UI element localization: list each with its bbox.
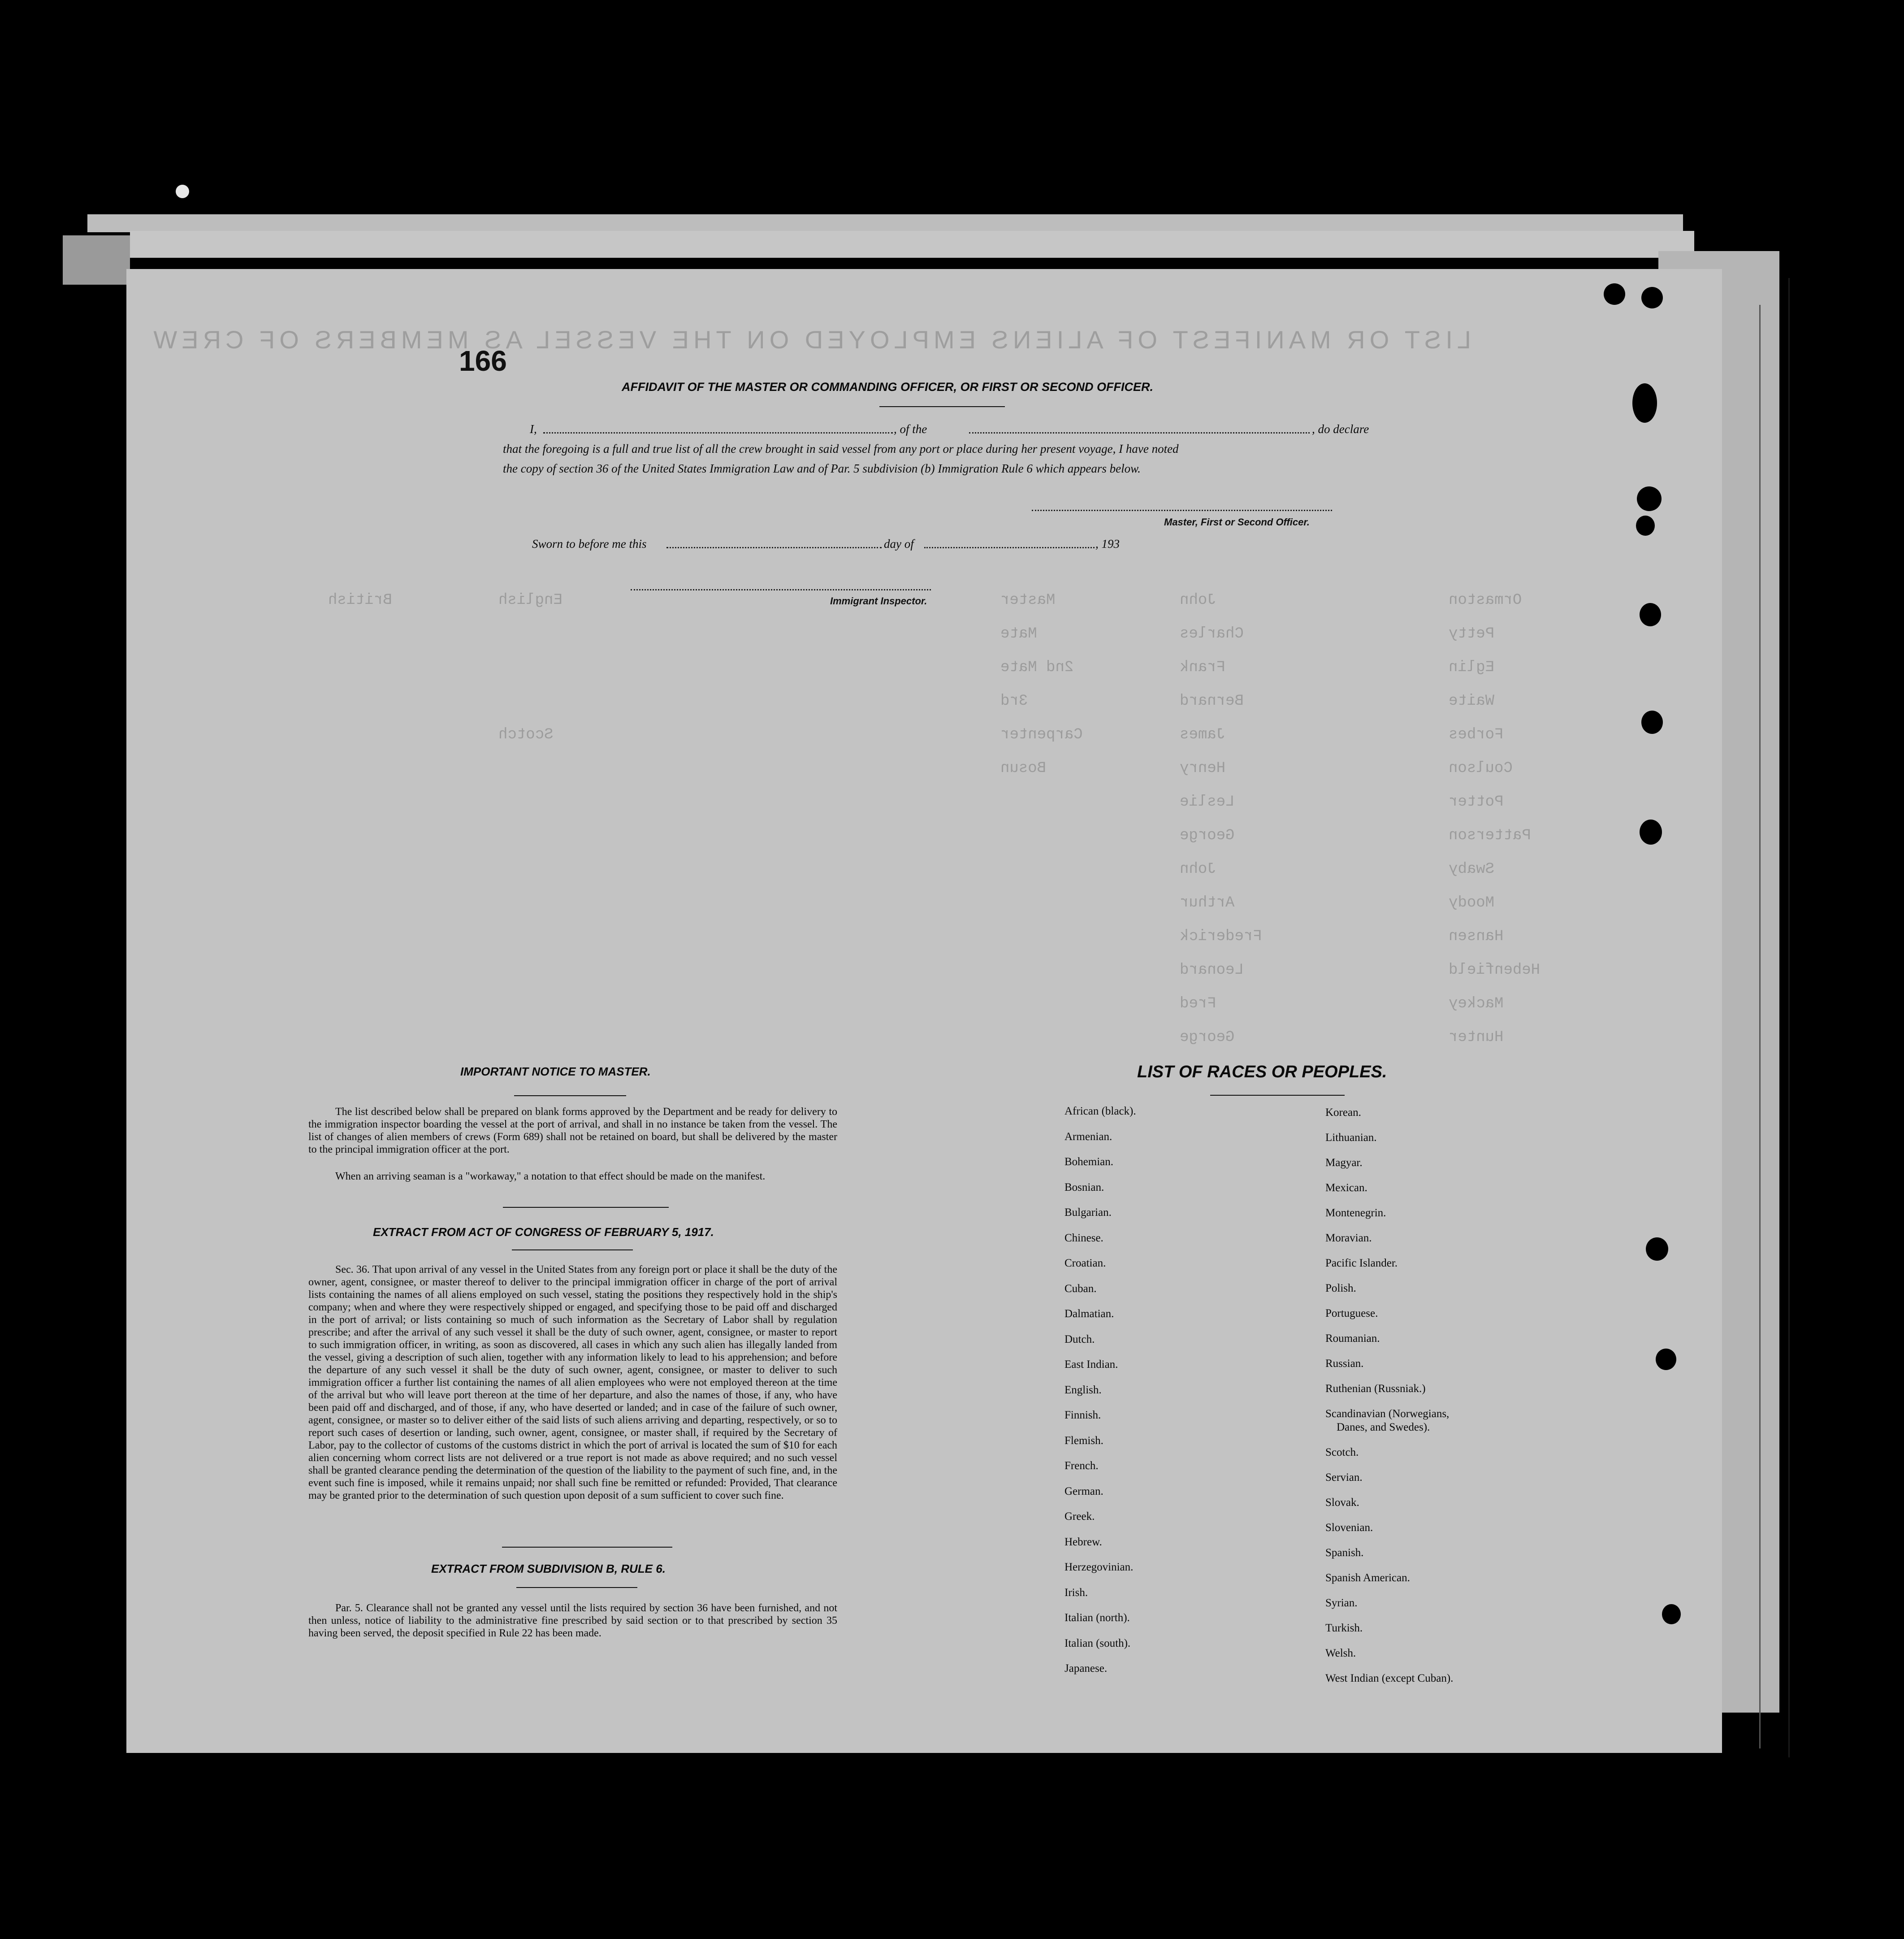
master-signature-label: Master, First or Second Officer. (1164, 516, 1310, 528)
race-item: Flemish. (1065, 1434, 1103, 1447)
sworn-day-blank (666, 546, 882, 548)
sworn-month-blank (924, 546, 1095, 548)
race-item: Servian. (1325, 1471, 1363, 1484)
race-item: Bulgarian. (1065, 1206, 1112, 1219)
race-item: Finnish. (1065, 1409, 1101, 1421)
ghost-cell: Mackey (1449, 995, 1504, 1012)
race-item: Irish. (1065, 1586, 1088, 1599)
ghost-cell: Hunter (1449, 1029, 1504, 1046)
race-item: Portuguese. (1325, 1307, 1378, 1319)
extract-rule-text: Par. 5. Clearance shall not be granted any vessel until the lists required by section 36 have been furnished, and not then unless, notice of liability to the administrative fine prescribed by said section or to that prescribed by section 35 having been served, the deposit specified in Rule 22 has been made. (308, 1602, 837, 1639)
ghost-row (126, 827, 1722, 845)
ghost-cell: Carpenter (1000, 726, 1083, 743)
ghost-row (126, 962, 1722, 980)
ghost-cell: 2nd Mate (1000, 659, 1074, 676)
race-item: Russian. (1325, 1358, 1364, 1370)
race-item: Moravian. (1325, 1232, 1372, 1244)
ghost-row (126, 760, 1722, 778)
race-item: Montenegrin. (1325, 1207, 1386, 1219)
ghost-title: LIST OR MANIFEST OF ALIENS EMPLOYED ON THE VESSEL AS MEMBERS OF CREW (149, 325, 1471, 354)
races-heading: LIST OF RACES OR PEOPLES. (1137, 1063, 1387, 1081)
race-item: Korean. (1325, 1106, 1361, 1119)
notice-end-rule (503, 1207, 669, 1208)
ghost-row (126, 894, 1722, 912)
affidavit-heading: AFFIDAVIT OF THE MASTER OR COMMANDING OFFICER, OR FIRST OR SECOND OFFICER. (622, 380, 1153, 394)
races-heading-rule (1210, 1095, 1345, 1096)
affidavit-line1-i: I, (530, 422, 537, 436)
race-item: West Indian (except Cuban). (1325, 1672, 1454, 1684)
ghost-cell: Hansen (1449, 928, 1504, 945)
race-item: Lithuanian. (1325, 1132, 1377, 1144)
affidavit-line1-declare: , do declare (1312, 422, 1369, 436)
back-sheet-tab (63, 235, 130, 285)
ghost-cell: Ormaston (1449, 592, 1522, 609)
ghost-cell: Eglin (1449, 659, 1495, 676)
inspector-signature-line (631, 588, 931, 590)
ghost-cell: 3rd (1000, 693, 1028, 710)
punch-hole (1604, 283, 1625, 305)
extract-act-heading-rule (512, 1249, 633, 1250)
binder-line-2 (1759, 305, 1761, 1748)
race-item: African (black). (1065, 1105, 1136, 1117)
ghost-cell: Charles (1180, 625, 1244, 642)
master-signature-line (1032, 509, 1332, 511)
notice-heading-rule (514, 1095, 626, 1096)
ghost-cell: Fred (1180, 995, 1216, 1012)
ghost-cell: Arthur (1180, 894, 1235, 911)
race-item: Chinese. (1065, 1232, 1103, 1244)
race-item: Scotch. (1325, 1446, 1359, 1458)
ghost-cell: British (328, 592, 392, 609)
inspector-label: Immigrant Inspector. (830, 595, 927, 607)
race-item: Italian (north). (1065, 1612, 1130, 1624)
ghost-row (126, 726, 1722, 744)
race-item: Slovak. (1325, 1497, 1359, 1509)
punch-hole (1656, 1349, 1676, 1370)
ghost-cell: Petty (1449, 625, 1495, 642)
race-item: Mexican. (1325, 1182, 1367, 1194)
race-item: Pacific Islander. (1325, 1257, 1398, 1269)
extract-rule-heading: EXTRACT FROM SUBDIVISION B, RULE 6. (431, 1562, 666, 1575)
punch-hole (1641, 287, 1663, 308)
ghost-cell: James (1180, 726, 1226, 743)
ghost-cell: Potter (1449, 794, 1504, 811)
ghost-cell: Mate (1000, 625, 1037, 642)
sworn-day-of: day of (884, 537, 914, 551)
affidavit-vessel-blank (969, 431, 1310, 434)
race-item: Turkish. (1325, 1622, 1363, 1634)
race-item: Danes, and Swedes). (1337, 1421, 1430, 1433)
race-item: Hebrew. (1065, 1536, 1102, 1548)
punch-hole (1662, 1604, 1681, 1624)
ghost-cell: Frederick (1180, 928, 1262, 945)
ghost-row (126, 794, 1722, 811)
race-item: English. (1065, 1384, 1102, 1396)
race-item: Dalmatian. (1065, 1308, 1114, 1320)
sworn-year: , 193 (1095, 537, 1120, 551)
ghost-cell: English (498, 592, 563, 609)
race-item: Herzegovinian. (1065, 1561, 1134, 1573)
race-item: Bosnian. (1065, 1181, 1104, 1193)
race-item: Scandinavian (Norwegians, (1325, 1408, 1450, 1420)
notice-paragraph-2: When an arriving seaman is a "workaway," a notation to that effect should be made on the manifest. (335, 1171, 766, 1182)
ghost-cell: Coulson (1449, 760, 1513, 777)
ghost-cell: George (1180, 1029, 1235, 1046)
back-sheet-mid (130, 231, 1694, 258)
ghost-row (126, 928, 1722, 946)
ghost-row (126, 693, 1722, 711)
race-item: Roumanian. (1325, 1332, 1380, 1345)
ghost-cell: Moody (1449, 894, 1495, 911)
race-item: Bohemian. (1065, 1156, 1114, 1168)
ghost-row (126, 625, 1722, 643)
affidavit-line2: that the foregoing is a full and true list of all the crew brought in said vessel from any port or place during her present voyage, I have noted (503, 442, 1179, 455)
ghost-row (126, 861, 1722, 879)
ghost-row (126, 1029, 1722, 1047)
punch-hole (1640, 603, 1661, 626)
race-item: Greek. (1065, 1510, 1095, 1523)
back-sheet-top (87, 214, 1683, 232)
binder-line-1 (1788, 278, 1790, 1757)
ghost-cell: Frank (1180, 659, 1226, 676)
ghost-cell: John (1180, 592, 1216, 609)
race-item: Cuban. (1065, 1282, 1097, 1295)
punch-hole (1637, 486, 1662, 511)
race-item: Japanese. (1065, 1662, 1108, 1674)
extract-act-heading: EXTRACT FROM ACT OF CONGRESS OF FEBRUARY 5, 1917. (373, 1225, 714, 1239)
affidavit-line3: the copy of section 36 of the United States Immigration Law and of Par. 5 subdivision (b) Immigration Rule 6 which appears below. (503, 462, 1141, 475)
race-item: Italian (south). (1065, 1637, 1131, 1649)
ghost-cell: Leslie (1180, 794, 1235, 811)
race-item: Polish. (1325, 1282, 1356, 1294)
ghost-cell: Henry (1180, 760, 1226, 777)
race-item: Slovenian. (1325, 1522, 1373, 1534)
ghost-row (126, 659, 1722, 677)
punch-hole (1640, 820, 1662, 845)
ghost-row (126, 995, 1722, 1013)
ghost-cell: Forbes (1449, 726, 1504, 743)
race-item: Croatian. (1065, 1257, 1106, 1269)
punch-hole (1632, 383, 1657, 423)
race-item: Spanish. (1325, 1547, 1364, 1559)
race-item: Spanish American. (1325, 1572, 1410, 1584)
race-item: Syrian. (1325, 1597, 1358, 1609)
ghost-cell: John (1180, 861, 1216, 878)
extract-act-text: Sec. 36. That upon arrival of any vessel in the United States from any foreign port or place it shall be the duty of the owner, agent, consignee, or master thereof to deliver to the principal immigration officer in charge of the port of arrival lists containing the names of all aliens employed on such vessel, stating the positions they respectively hold in the ship's company; when and where they were respectively shipped or engaged, and specifying those to be paid off and discharged in the port of arrival; or lists containing so much of such information as the Secretary of Labor shall by regulation prescribe; and after the arrival of any such vessel it shall be the duty of such owner, agent, consignee, or master to report to such immigration officer, in writing, as soon as discovered, all cases in which any such alien has illegally landed from the vessel, giving a description of such alien, together with any information likely to lead to his apprehension; and before the departure of any such vessel it shall be the duty of such owner, agent, consignee, or master to deliver to such immigration officer a further list containing the names of all alien employees who were not employed thereon at the time of the arrival but who will leave port thereon at the time of her departure, and also the names of those, if any, who have been paid off and discharged, and of those, if any, who have deserted or landed; and in case of the failure of such owner, agent, consignee, or master so to deliver either of the said lists of such aliens arriving and departing, respectively, or so to report such cases of desertion or landing, such owner, agent, consignee, or master shall, if required by the Secretary of Labor, pay to the collector of customs of the customs district in which the port of arrival is located the sum of $10 for each alien concerning whom correct lists are not delivered or a true report is not made as above required; and no such vessel shall be granted clearance pending the determination of the question of the liability to the payment of such fine, and, in the event such fine is imposed, while it remains unpaid; nor shall such fine be remitted or refunded: Provided, That clearance may be granted prior to the determination of such question upon deposit of a sum sufficient to cover such fine. (308, 1264, 837, 1501)
punch-hole (1646, 1237, 1668, 1261)
punch-hole (1641, 711, 1663, 734)
ghost-cell: Bosun (1000, 760, 1047, 777)
ghost-cell: Swaby (1449, 861, 1495, 878)
ghost-cell: Waite (1449, 693, 1495, 710)
ghost-cell: Scotch (498, 726, 554, 743)
extract-rule-heading-rule (516, 1587, 637, 1588)
affidavit-line1-of: , of the (894, 422, 927, 436)
ghost-cell: Patterson (1449, 827, 1531, 844)
affidavit-name-blank (543, 431, 893, 434)
page-number: 166 (459, 345, 507, 377)
ghost-cell: George (1180, 827, 1235, 844)
notice-paragraph-1: The list described below shall be prepared on blank forms approved by the Department and be ready for delivery to the immigration inspector boarding the vessel at the port of arrival, and shall in no instance be taken from the vessel. The list of changes of alien members of crews (Form 689) shall not be retained on board, but shall be delivered by the master to the principal immigration officer at the port. (308, 1106, 837, 1155)
extract-act-end-rule (502, 1547, 672, 1548)
ghost-cell: Hebenfield (1449, 962, 1541, 979)
scan-mark (176, 185, 189, 198)
race-item: Armenian. (1065, 1130, 1112, 1143)
ghost-cell: Leonard (1180, 962, 1244, 979)
ghost-cell: Bernard (1180, 693, 1244, 710)
race-item: Welsh. (1325, 1647, 1356, 1659)
race-item: East Indian. (1065, 1358, 1118, 1371)
affidavit-heading-rule (879, 406, 1005, 407)
race-item: French. (1065, 1460, 1099, 1472)
race-item: German. (1065, 1485, 1103, 1497)
sworn-label: Sworn to before me this (532, 537, 647, 551)
race-item: Ruthenian (Russniak.) (1325, 1383, 1426, 1395)
punch-hole (1636, 516, 1655, 536)
race-item: Magyar. (1325, 1157, 1363, 1169)
manifest-sheet (126, 269, 1722, 1753)
notice-heading: IMPORTANT NOTICE TO MASTER. (460, 1065, 651, 1078)
race-item: Dutch. (1065, 1333, 1095, 1345)
ghost-cell: Master (1000, 592, 1056, 609)
